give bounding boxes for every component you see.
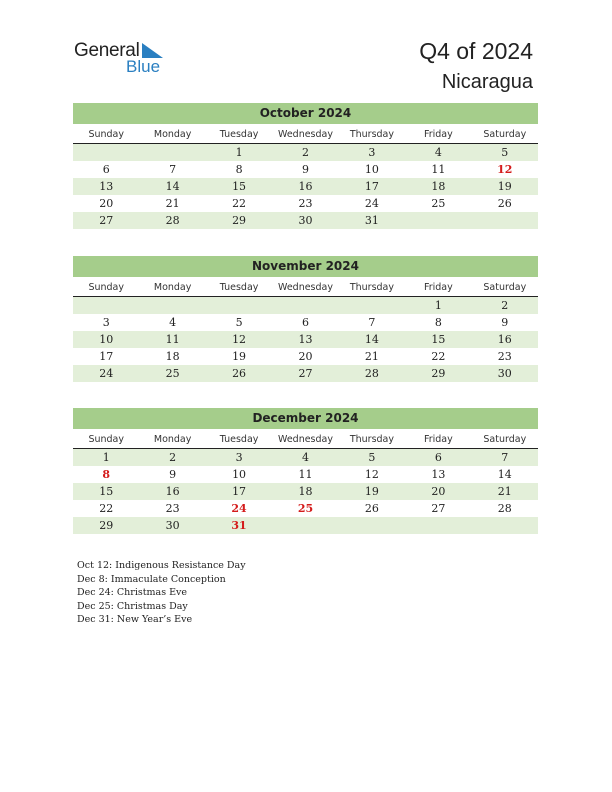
day-cell: 27 [99,214,114,227]
day-cell: 18 [298,485,313,498]
day-cell: 25 [165,367,180,380]
week-row [73,314,538,331]
day-cell: 9 [301,163,309,176]
day-cell: 2 [301,146,309,159]
weekday-label: Tuesday [219,282,259,293]
quarter-title: Q4 of 2024 [419,38,533,64]
week-row [73,178,538,195]
day-cell: 16 [165,485,180,498]
day-cell: 28 [165,214,180,227]
day-cell: 4 [434,146,442,159]
day-cell: 25 [297,502,314,515]
logo-blue-text: Blue [126,57,161,76]
day-cell: 26 [497,197,512,210]
weekday-label: Monday [153,129,192,140]
weekday-label: Sunday [88,434,124,445]
day-cell [139,297,205,314]
day-cell: 29 [99,519,114,532]
week-row [73,483,538,500]
day-cell: 20 [298,350,313,363]
week-row [73,195,538,212]
day-cell: 18 [431,180,446,193]
logo [74,40,174,80]
logo-general-text: General [74,40,140,61]
month-calendar [73,256,538,382]
day-cell: 3 [102,316,110,329]
day-cell: 11 [298,468,313,481]
day-cell: 30 [165,519,180,532]
day-cell: 13 [99,180,114,193]
weekday-label: Sunday [88,129,124,140]
week-row [73,144,538,161]
day-cell: 5 [235,316,243,329]
day-cell: 26 [364,502,379,515]
day-cell: 12 [364,468,379,481]
day-cell: 29 [431,367,446,380]
weekday-label: Tuesday [219,434,259,445]
day-cell: 17 [99,350,114,363]
week-row [73,212,538,229]
day-cell [472,517,538,534]
day-cell: 28 [364,367,379,380]
holiday-note: Dec 31: New Year’s Eve [77,614,193,625]
month-calendar [73,103,538,229]
day-cell [339,517,405,534]
day-cell [73,144,139,161]
day-cell: 15 [232,180,247,193]
month-title: December 2024 [73,408,538,429]
day-cell: 4 [301,451,309,464]
day-cell: 21 [497,485,512,498]
holiday-note: Oct 12: Indigenous Resistance Day [77,560,246,571]
weekday-header-row [73,279,538,297]
day-cell: 2 [169,451,177,464]
month-title: November 2024 [73,256,538,277]
day-cell: 24 [99,367,114,380]
week-row [73,331,538,348]
weekday-label: Thursday [349,434,395,445]
weekday-label: Wednesday [277,434,333,445]
day-cell: 14 [165,180,180,193]
day-cell: 8 [434,316,442,329]
day-cell: 30 [298,214,313,227]
day-cell: 1 [235,146,243,159]
day-cell: 6 [301,316,309,329]
day-cell: 27 [298,367,313,380]
week-row [73,517,538,534]
day-cell: 2 [501,299,509,312]
day-cell: 25 [431,197,446,210]
day-cell: 11 [431,163,446,176]
weekday-label: Wednesday [277,129,333,140]
weekday-label: Friday [423,282,453,293]
weekday-label: Monday [153,434,192,445]
day-cell: 27 [431,502,446,515]
day-cell: 18 [165,350,180,363]
day-cell: 4 [169,316,177,329]
day-cell: 12 [497,163,513,176]
day-cell: 8 [102,468,111,481]
month-title: October 2024 [73,103,538,124]
day-cell: 14 [364,333,379,346]
day-cell: 7 [368,316,376,329]
holiday-note: Dec 24: Christmas Eve [77,587,188,598]
day-cell: 9 [169,468,177,481]
weekday-header-row [73,431,538,449]
day-cell [472,212,538,229]
day-cell: 5 [501,146,509,159]
day-cell [206,297,272,314]
day-cell: 19 [364,485,379,498]
day-cell: 1 [102,451,110,464]
weekday-label: Wednesday [277,282,333,293]
day-cell: 28 [497,502,512,515]
day-cell: 22 [232,197,247,210]
day-cell: 7 [501,451,509,464]
day-cell: 31 [364,214,379,227]
day-cell [73,297,139,314]
day-cell: 5 [368,451,376,464]
day-cell: 19 [232,350,247,363]
weekday-header-row [73,126,538,144]
holiday-note: Dec 8: Immaculate Conception [77,573,226,585]
day-cell: 22 [99,502,114,515]
day-cell: 23 [497,350,512,363]
day-cell: 17 [232,485,247,498]
month-calendar [73,408,538,534]
day-cell: 15 [431,333,446,346]
week-row [73,297,538,314]
day-cell: 13 [298,333,313,346]
country-name: Nicaragua [441,71,533,93]
weekday-label: Thursday [349,129,395,140]
week-row [73,500,538,517]
day-cell: 26 [232,367,247,380]
day-cell: 10 [232,468,247,481]
day-cell [405,517,471,534]
weekday-label: Saturday [483,129,527,140]
day-cell: 10 [364,163,379,176]
week-row [73,161,538,178]
day-cell: 19 [497,180,512,193]
day-cell: 13 [431,468,446,481]
holiday-note: Dec 25: Christmas Day [77,600,188,612]
holiday-notes [77,559,246,627]
weekday-label: Saturday [483,282,527,293]
day-cell: 7 [169,163,177,176]
day-cell: 8 [235,163,243,176]
day-cell: 9 [501,316,509,329]
day-cell: 6 [434,451,442,464]
day-cell [272,297,338,314]
day-cell: 20 [99,197,114,210]
weekday-label: Sunday [88,282,124,293]
week-row [73,365,538,382]
weekday-label: Saturday [483,434,527,445]
week-row [73,449,538,466]
day-cell: 17 [364,180,379,193]
day-cell: 10 [99,333,114,346]
weekday-label: Friday [423,129,453,140]
week-row [73,348,538,365]
day-cell: 16 [298,180,313,193]
week-row [73,466,538,483]
day-cell: 24 [364,197,379,210]
day-cell: 22 [431,350,446,363]
day-cell: 12 [232,333,247,346]
day-cell: 3 [235,451,243,464]
day-cell: 6 [102,163,110,176]
weekday-label: Thursday [349,282,395,293]
day-cell: 23 [165,502,180,515]
day-cell: 1 [434,299,442,312]
weekday-label: Tuesday [219,129,259,140]
weekday-label: Monday [153,282,192,293]
day-cell [139,144,205,161]
day-cell [339,297,405,314]
day-cell: 3 [368,146,376,159]
day-cell: 11 [165,333,180,346]
day-cell: 16 [497,333,512,346]
day-cell: 31 [231,519,247,532]
day-cell: 23 [298,197,313,210]
day-cell [272,517,338,534]
day-cell: 30 [497,367,512,380]
day-cell: 20 [431,485,446,498]
day-cell: 14 [497,468,512,481]
weekday-label: Friday [423,434,453,445]
day-cell: 21 [165,197,180,210]
day-cell: 24 [231,502,247,515]
day-cell [405,212,471,229]
day-cell: 29 [232,214,247,227]
day-cell: 15 [99,485,114,498]
day-cell: 21 [364,350,379,363]
